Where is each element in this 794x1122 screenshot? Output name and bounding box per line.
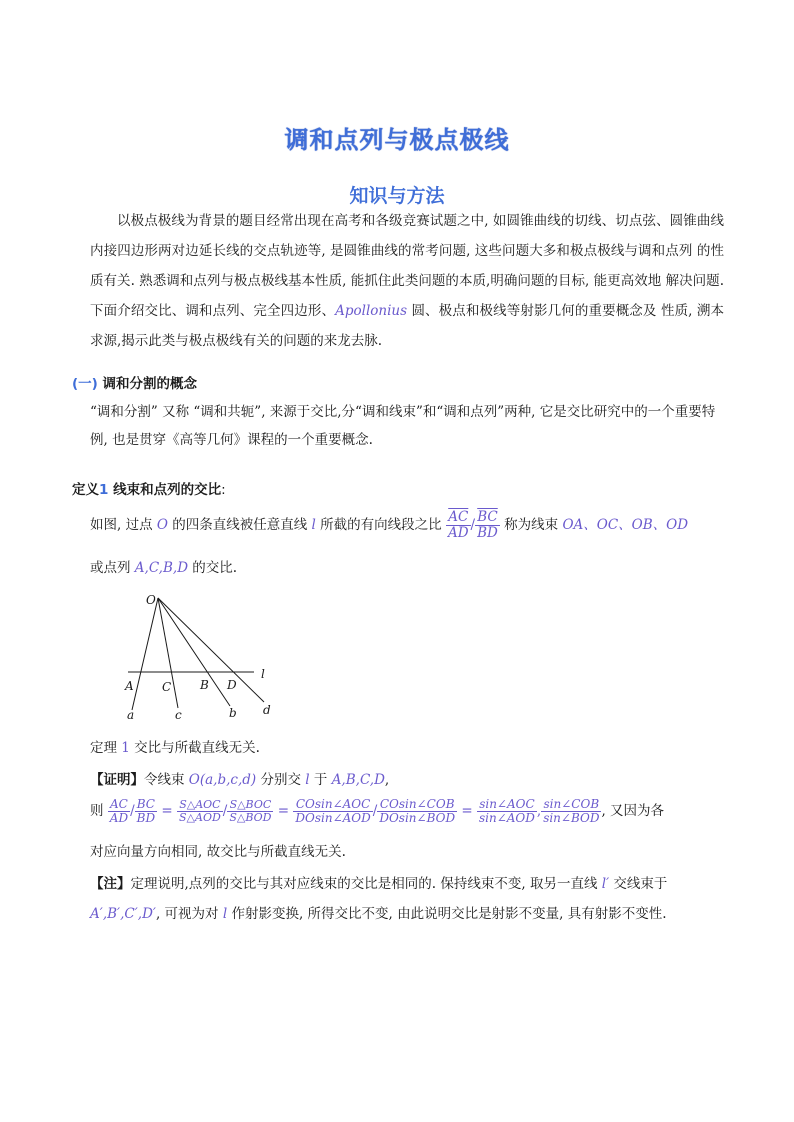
def-rays: OA、OC、OB、OD — [562, 516, 689, 533]
intro-text: 以极点极线为背景的题目经常出现在高考和各级竞赛试题之中, 如圆锥曲线的切线、切点弦、圆锥曲线内接四边形两对边延长线的交点轨迹等, 是圆锥曲线的常考问题, 这些问题大多和极点极线与调和点列 的性质有关. 熟悉调和点列与极点极线基本性质, 能抓住此类问题的本质,明确问题的目标, 能更高效地 解决问题. 下面介绍交比、调和点列、完全四边形、 — [90, 213, 724, 319]
def-text-a: 如图, 过点 — [90, 516, 157, 533]
section-heading — [72, 372, 197, 398]
note-bracket: 【注】 — [90, 876, 131, 892]
eq-frac-1-num: AC — [108, 798, 130, 812]
proof-text-a: 令线束 — [144, 772, 189, 788]
proof-points: A,B,C,D — [331, 772, 385, 788]
def-text-d: 称为线束 — [499, 516, 563, 533]
eq-frac-3-num: S△AOC — [177, 799, 223, 812]
definition-title: 线束和点列的交比 — [113, 482, 222, 498]
label-a-upper: A — [125, 679, 134, 693]
eq-frac-7-den: sin∠AOD — [478, 811, 535, 826]
definition-prefix: 定义 — [72, 482, 99, 498]
theorem-line — [90, 736, 260, 762]
theorem-number: 1 — [121, 740, 130, 756]
page-subtitle: 知识与方法 — [349, 185, 445, 207]
eq-frac-8-den: sin∠BOD — [543, 811, 600, 826]
frac2-numerator: $\overline{BC}$ — [475, 510, 500, 526]
frac1-numerator: $\overline{AC}$ — [446, 510, 471, 526]
definition-line-1: 如图, 过点 O 的四条直线被任意直线 l 所截的有向线段之比 $\frac{\overline{AC}}{AD}$ / $\frac{\overline{BC}}{BD}$ 称为线束 OA、OC、OB、OD — [90, 509, 689, 541]
def-line-l: l — [311, 516, 316, 533]
page-title: 调和点列与极点极线 — [284, 126, 510, 154]
eq-frac-4-num: S△BOC — [227, 799, 273, 812]
proof-ze: 则 — [90, 803, 108, 820]
label-b-upper: B — [200, 678, 209, 692]
label-a-lower: a — [127, 708, 135, 722]
definition-heading — [72, 478, 226, 504]
theorem-prefix: 定理 — [90, 740, 122, 756]
definition-colon: : — [221, 482, 226, 498]
eq-frac-7 — [477, 798, 537, 825]
eq-frac-4-den: S△BOD — [229, 811, 272, 825]
proof-tail: , 又因为各 — [601, 803, 665, 820]
def-text-b: 的四条直线被任意直线 — [167, 516, 312, 533]
proof-text-b: 分别交 — [256, 772, 306, 788]
intro-tail: 圆、极点和极线等射影几何的重要概念及 性质, 溯本求源,揭示此类与极点极线有关的问题的来龙去脉. — [90, 303, 724, 349]
cross-ratio-fraction-2 — [475, 510, 500, 541]
eq-frac-5 — [293, 798, 372, 825]
def-text-f: 的交比. — [188, 560, 238, 576]
frac2-denominator: BD — [477, 524, 498, 541]
label-c-lower: c — [175, 708, 182, 722]
label-d-upper: D — [227, 678, 237, 692]
note-text-a: 定理说明,点列的交比与其对应线束的交比是相同的. 保持线束不变, 取另一直线 — [130, 876, 602, 892]
section-title: 调和分割的概念 — [102, 376, 198, 392]
proof-text-c: 于 — [309, 772, 332, 788]
proof-pencil: O(a,b,c,d) — [188, 772, 257, 788]
proof-line-1 — [90, 768, 389, 794]
eq-frac-8 — [541, 798, 601, 825]
def-text-c: 所截的有向线段之比 — [315, 516, 446, 533]
eq-frac-5-num: COsin∠AOC — [293, 798, 372, 812]
proof-text-d: , — [384, 772, 390, 788]
label-l: l — [261, 667, 265, 681]
eq-frac-3-den: S△AOD — [179, 811, 221, 825]
theorem-text: 交比与所截直线无关. — [129, 740, 260, 756]
note-text-d: 作射影变换, 所得交比不变, 由此说明交比是射影不变量, 具有射影不变性. — [227, 906, 667, 922]
ray-a — [132, 598, 158, 710]
label-c-upper: C — [162, 680, 172, 694]
section-number: (一) — [72, 376, 98, 392]
note-line-l: l — [222, 906, 228, 922]
eq-frac-1-den: AD — [109, 811, 129, 826]
label-o: O — [146, 593, 156, 607]
section-body: “调和分割” 又称 “调和共轭”, 来源于交比,分“调和线束”和“调和点列”两种, 它是交比研究中的一个重要特例, 也是贯穿《高等几何》课程的一个重要概念. — [90, 404, 716, 448]
eq-frac-8-num: sin∠COB — [541, 798, 601, 812]
eq-frac-2 — [135, 798, 157, 825]
note-text-c: , 可视为对 — [155, 906, 223, 922]
proof-line-3: 对应向量方向相同, 故交比与所截直线无关. — [90, 844, 346, 860]
eq-frac-6-num: COsin∠COB — [377, 798, 457, 812]
cross-ratio-fraction-1 — [446, 510, 471, 541]
def-points: A,C,B,D — [134, 560, 189, 576]
eq-frac-2-den: BD — [136, 811, 156, 826]
note-line-1 — [90, 872, 667, 898]
eq-frac-2-num: BC — [135, 798, 157, 812]
eq-frac-3 — [177, 799, 223, 824]
label-b-lower: b — [229, 706, 237, 720]
def-text-e: 或点列 — [90, 560, 135, 576]
proof-equation: 则 $\frac{AC}{AD}$ / $\frac{BC}{BD}$ = $\frac{\text{S△AOC}}{\text{S△AOD}}$ / $\frac{\text{S△BOC}}{\text{S△BOD}}$ = $\frac{\text{COsin∠AOC}}{\text{DOsin∠AOD}}$ / $\frac{\text{COsin∠COB}}{\text{DOsin∠BOD}}$ = $\frac{\text{sin∠AOC}}{\text{sin∠AOD}}$ , $\frac{\text{sin∠COB}}{\text{sin∠BOD}}$ , 又因为各 — [90, 797, 665, 826]
eq-frac-5-den: DOsin∠AOD — [295, 811, 371, 826]
eq-frac-1 — [108, 798, 130, 825]
apollonius-term: Apollonius — [335, 303, 408, 319]
eq-frac-7-num: sin∠AOC — [477, 798, 537, 812]
definition-line-2 — [90, 556, 237, 582]
eq-frac-6-den: DOsin∠BOD — [379, 811, 456, 826]
note-points: A′,B′,C′,D′ — [90, 906, 156, 922]
note-lprime: l′ — [601, 876, 610, 892]
definition-number: 1 — [99, 482, 109, 498]
eq-frac-4 — [227, 799, 273, 824]
def-point-o: O — [156, 516, 168, 533]
frac1-denominator: AD — [447, 524, 469, 541]
proof-line-l: l — [305, 772, 310, 788]
label-d-lower: d — [263, 703, 271, 717]
proof-bracket: 【证明】 — [90, 772, 144, 788]
intro-paragraph — [90, 206, 724, 356]
pencil-figure — [118, 588, 288, 724]
note-text-b: 交线束于 — [609, 876, 668, 892]
note-line-2 — [90, 902, 667, 928]
eq-frac-6 — [377, 798, 457, 825]
